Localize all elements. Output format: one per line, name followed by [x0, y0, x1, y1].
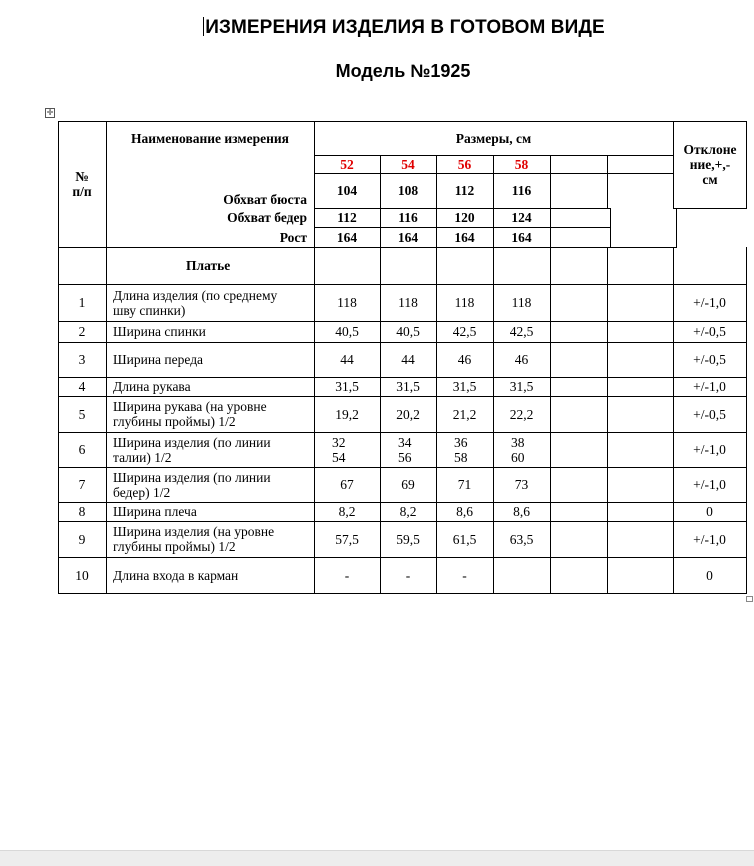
measurement-value	[436, 432, 493, 467]
table-border	[746, 284, 747, 321]
document-title	[0, 17, 754, 39]
measurement-value: 42,5	[452, 324, 477, 339]
measurement-name	[106, 284, 314, 321]
row-number: 1	[78, 295, 86, 310]
table-border	[607, 321, 608, 342]
measurement-value: 31,5	[452, 379, 477, 394]
measurement-name	[106, 557, 314, 593]
table-border	[607, 502, 608, 521]
measurement-value: 118	[398, 295, 418, 310]
measurement-name-text: глубины проймы) 1/2	[113, 539, 236, 554]
bust-value: 104	[336, 183, 358, 198]
header-deviation-text: Отклоне	[683, 142, 737, 157]
measurement-value-text: 56	[398, 449, 412, 465]
deviation-value: +/-1,0	[693, 295, 726, 310]
table-border	[610, 208, 611, 247]
measurement-name-text: бедер) 1/2	[113, 484, 171, 500]
measurement-value: 42,5	[509, 324, 534, 339]
measurement-value: 8,2	[399, 504, 417, 519]
measurement-name-text: Ширина плеча	[113, 504, 197, 519]
measurement-value-text: 60	[511, 449, 525, 465]
deviation-value: +/-0,5	[693, 352, 726, 367]
measurement-name	[106, 321, 314, 342]
measurement-name-text: Длина рукава	[113, 379, 191, 394]
measurement-value: 8,6	[513, 504, 530, 519]
measurement-value-text: 58	[454, 449, 468, 465]
height-value: 164	[454, 229, 475, 245]
row-number: 5	[78, 406, 86, 422]
table-border	[673, 208, 747, 209]
measurement-value: 118	[454, 295, 475, 310]
measurement-value: -	[462, 567, 467, 583]
measurement-value	[380, 432, 436, 467]
table-border	[550, 502, 551, 521]
table-border	[550, 396, 551, 432]
table-border	[550, 284, 551, 321]
measurement-name	[106, 521, 314, 557]
measurement-value: 118	[337, 295, 357, 310]
measurement-value: 46	[457, 352, 472, 367]
table-border	[676, 208, 677, 247]
header-number	[58, 121, 106, 247]
measurement-name	[106, 396, 314, 432]
measurement-name-text: Ширина переда	[113, 352, 204, 367]
measurement-value: -	[344, 567, 350, 583]
measurement-value: 63,5	[509, 531, 534, 547]
table-border	[607, 521, 608, 557]
table-border	[314, 247, 315, 284]
size-52: 52	[340, 156, 354, 172]
measurement-value-text: 32	[332, 434, 346, 450]
header-measurement-name: Наименование измерения	[131, 130, 289, 146]
header-number-text: №	[75, 169, 89, 184]
measurement-value: 73	[514, 477, 529, 492]
table-border	[607, 377, 608, 396]
deviation-value: 0	[706, 504, 713, 519]
row-number: 4	[78, 379, 86, 394]
measurement-name-text: Ширина изделия (по линии	[113, 469, 271, 485]
table-move-handle-icon[interactable]: ✛	[46, 108, 54, 117]
measurement-name-text: Ширина изделия (по линии	[113, 434, 271, 450]
measurement-value: 8,6	[456, 504, 473, 519]
deviation-value: +/-1,0	[693, 477, 726, 492]
table-border	[607, 467, 608, 502]
table-border	[58, 593, 747, 594]
table-border	[746, 321, 747, 342]
hips-value: 116	[398, 210, 418, 225]
measurement-name-text: Ширина спинки	[113, 324, 206, 339]
measurement-value-text: 34	[398, 434, 412, 450]
model-subtitle: Модель №1925	[335, 61, 471, 81]
measurement-name-text: Ширина изделия (на уровне	[113, 524, 275, 539]
table-border	[550, 208, 551, 247]
table-border	[607, 432, 608, 467]
table-border	[58, 247, 59, 284]
bust-label: Обхват бюста	[223, 191, 307, 207]
table-border	[380, 247, 381, 284]
measurement-value: 31,5	[396, 379, 420, 394]
row-number: 3	[78, 352, 86, 367]
measurement-value	[493, 557, 550, 593]
table-border	[550, 432, 551, 467]
measurement-value-text: 38	[511, 434, 525, 450]
size-58: 58	[514, 156, 529, 172]
row-number: 10	[75, 567, 89, 583]
table-border	[550, 377, 551, 396]
measurement-name-text: Ширина рукава (на уровне	[113, 399, 267, 414]
measurement-name-text: Длина изделия (по среднему	[113, 287, 278, 303]
table-border	[746, 396, 747, 432]
table-border	[607, 155, 608, 208]
table-border	[550, 521, 551, 557]
bust-value: 116	[511, 183, 532, 198]
header-sizes: Размеры, см	[455, 130, 532, 146]
table-resize-handle[interactable]	[746, 596, 753, 602]
table-border	[607, 396, 608, 432]
deviation-value: +/-1,0	[693, 379, 726, 394]
measurement-name	[106, 502, 314, 521]
measurement-value: 67	[340, 477, 354, 492]
measurement-value-text: 54	[332, 449, 346, 465]
measurement-value: 22,2	[509, 406, 534, 422]
measurement-name-text: талии) 1/2	[113, 449, 172, 465]
measurement-name	[106, 377, 314, 396]
measurement-name	[106, 467, 314, 502]
deviation-value: +/-0,5	[693, 406, 726, 422]
table-border	[607, 284, 608, 321]
deviation-value: +/-1,0	[693, 531, 726, 547]
table-border	[550, 557, 551, 593]
measurement-value: 19,2	[335, 406, 359, 422]
measurement-value: 118	[511, 295, 532, 310]
table-border	[746, 502, 747, 521]
measurement-value: 31,5	[509, 379, 534, 394]
measurement-value: -	[405, 567, 411, 583]
deviation-value: +/-0,5	[693, 324, 726, 339]
bust-value: 112	[454, 183, 475, 198]
measurement-name	[106, 342, 314, 377]
hips-value: 112	[337, 210, 357, 225]
measurement-value: 44	[401, 352, 415, 367]
table-border	[550, 321, 551, 342]
table-border	[746, 247, 747, 284]
row-number: 9	[78, 531, 86, 547]
measurement-value: 61,5	[452, 531, 477, 547]
table-border	[746, 557, 747, 593]
row-number: 8	[78, 504, 86, 519]
title-text: ИЗМЕРЕНИЯ ИЗДЕЛИЯ В ГОТОВОМ ВИДЕ	[205, 17, 605, 38]
row-number: 6	[78, 442, 86, 457]
header-deviation-text: см	[702, 172, 718, 187]
table-border	[436, 247, 437, 284]
measurement-value	[314, 432, 380, 467]
measurement-value: 44	[340, 352, 354, 367]
measurement-name-text: глубины проймы) 1/2	[113, 414, 236, 429]
measurement-name-text: шву спинки)	[113, 302, 186, 318]
table-border	[746, 377, 747, 396]
hips-label: Обхват бедер	[227, 210, 307, 225]
size-54: 54	[401, 156, 415, 172]
height-value: 164	[336, 229, 358, 245]
status-bar	[0, 850, 754, 866]
measurement-value: 59,5	[396, 531, 420, 547]
hips-value: 120	[454, 210, 475, 225]
table-border	[607, 342, 608, 377]
bust-value: 108	[397, 183, 419, 198]
measurement-value: 40,5	[396, 324, 420, 339]
header-deviation	[673, 121, 747, 208]
measurement-value: 46	[514, 352, 529, 367]
section-dress: Платье	[186, 258, 231, 273]
table-border	[607, 247, 608, 284]
table-border	[550, 467, 551, 502]
table-border	[746, 467, 747, 502]
measurement-value: 8,2	[338, 504, 356, 519]
measurement-value: 31,5	[335, 379, 359, 394]
measurement-value: 69	[401, 477, 415, 492]
table-border	[673, 247, 674, 284]
table-border	[607, 557, 608, 593]
deviation-value: +/-1,0	[693, 442, 726, 457]
header-number-text: п/п	[72, 184, 92, 199]
table-border	[550, 342, 551, 377]
table-border	[550, 247, 551, 284]
table-border	[746, 521, 747, 557]
measurement-value-text: 36	[454, 434, 468, 450]
measurement-name-text: Длина входа в карман	[113, 567, 239, 583]
measurement-value: 40,5	[335, 324, 359, 339]
deviation-value: 0	[706, 567, 713, 583]
measurement-name	[106, 432, 314, 467]
table-border	[746, 432, 747, 467]
table-border	[493, 247, 494, 284]
measurement-value: 21,2	[452, 406, 477, 422]
measurement-value: 57,5	[335, 531, 359, 547]
row-number: 7	[78, 477, 86, 492]
table-border	[550, 155, 551, 208]
measurement-value: 71	[457, 477, 472, 492]
hips-value: 124	[511, 210, 532, 225]
size-56: 56	[457, 156, 472, 172]
measurement-value: 20,2	[396, 406, 420, 422]
height-value: 164	[397, 229, 419, 245]
height-label: Рост	[279, 229, 307, 245]
row-number: 2	[78, 324, 86, 339]
table-border	[746, 342, 747, 377]
measurement-value	[493, 432, 550, 467]
header-deviation-text: ние,+,-	[689, 157, 731, 172]
height-value: 164	[511, 229, 532, 245]
